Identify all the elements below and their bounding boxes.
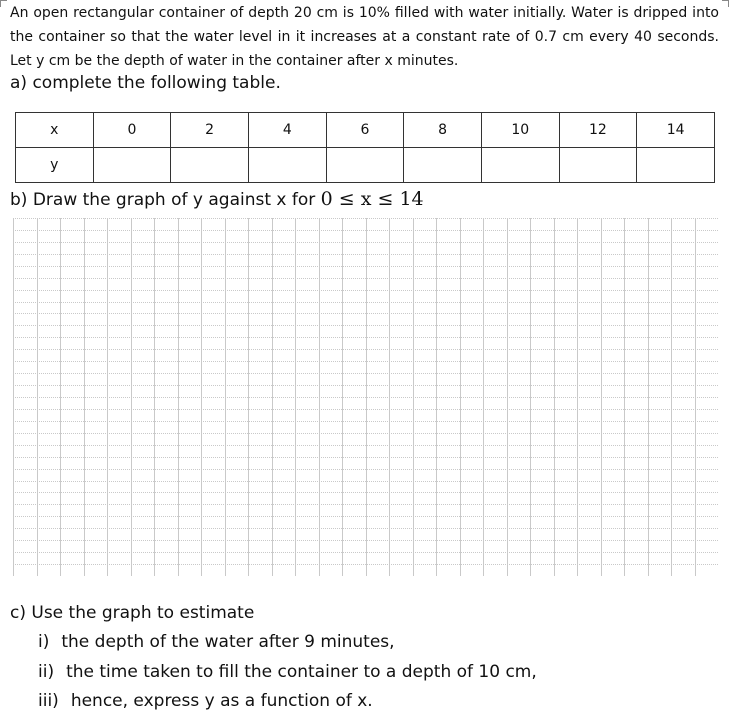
page-corner-mark <box>722 0 729 7</box>
part-c-item-ii <box>38 662 537 682</box>
range-math: 0 ≤ x ≤ 14 <box>320 188 424 210</box>
item-label: ii) <box>38 662 55 682</box>
item-label: i) <box>38 632 50 652</box>
value-table <box>15 112 715 183</box>
x-value-cell: 14 <box>637 113 715 148</box>
item-label: iii) <box>38 691 59 711</box>
y-answer-cell[interactable] <box>404 148 482 183</box>
item-text: the time taken to fill the container to a depth of 10 cm, <box>66 662 537 682</box>
x-value-cell: 0 <box>93 113 171 148</box>
x-value-cell: 8 <box>404 113 482 148</box>
y-answer-cell[interactable] <box>481 148 559 183</box>
part-c-item-iii <box>38 691 373 711</box>
x-label-cell: x <box>16 113 94 148</box>
x-value-cell: 12 <box>559 113 637 148</box>
part-b-text: b) Draw the graph of y against x for <box>10 190 316 210</box>
y-answer-cell[interactable] <box>326 148 404 183</box>
y-answer-cell[interactable] <box>637 148 715 183</box>
graph-paper-grid[interactable] <box>13 218 718 576</box>
x-value-cell: 2 <box>171 113 249 148</box>
part-c-item-i <box>38 632 395 652</box>
part-a-heading: a) complete the following table. <box>10 73 281 93</box>
x-row <box>16 113 715 148</box>
y-answer-cell[interactable] <box>171 148 249 183</box>
part-b-heading <box>10 188 424 210</box>
y-answer-cell[interactable] <box>559 148 637 183</box>
y-label-cell: y <box>16 148 94 183</box>
y-answer-cell[interactable] <box>248 148 326 183</box>
y-row <box>16 148 715 183</box>
part-c-heading: c) Use the graph to estimate <box>10 603 255 623</box>
item-text: hence, express y as a function of x. <box>70 691 373 711</box>
y-answer-cell[interactable] <box>93 148 171 183</box>
problem-statement: An open rectangular container of depth 20 cm is 10% filled with water initially. Water is dripped into the container so that the water level in it increases at a constant rate of 0.7 cm every 40 seconds. Let y cm be the depth of water in the container after x minutes. <box>10 5 719 69</box>
item-text: the depth of the water after 9 minutes, <box>61 632 395 652</box>
x-value-cell: 10 <box>481 113 559 148</box>
x-value-cell: 4 <box>248 113 326 148</box>
page-corner-mark <box>0 0 7 7</box>
x-value-cell: 6 <box>326 113 404 148</box>
